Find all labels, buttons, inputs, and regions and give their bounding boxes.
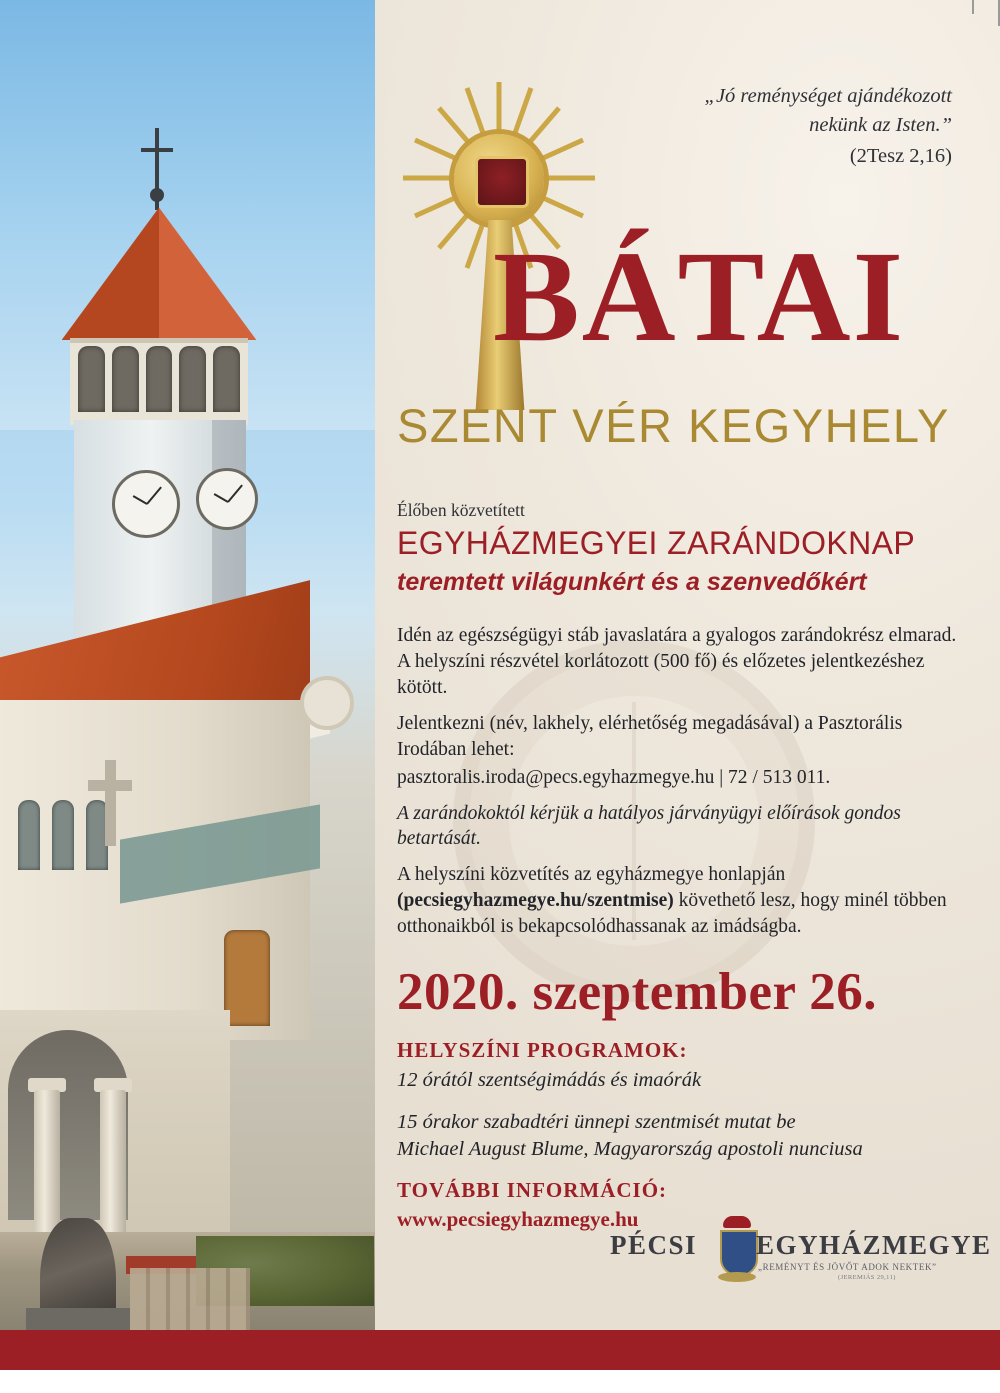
belfry-arcade <box>78 346 240 412</box>
belfry-arch <box>78 346 105 412</box>
livestream-text-b: követhető lesz, hogy minél többen otthonaikból is bekapcsolódhassanak az imádságba. <box>397 890 947 938</box>
program-heading: HELYSZÍNI PROGRAMOK: <box>397 1038 688 1063</box>
clock-hand <box>227 485 243 503</box>
scripture-quote <box>612 82 952 171</box>
crest-icon <box>714 1210 760 1288</box>
content-panel <box>375 0 1000 1330</box>
crest-shield <box>720 1230 758 1276</box>
belfry-arch <box>213 346 240 412</box>
tower-clock-icon <box>112 470 180 538</box>
quote-line-2: nekünk az Isten.” <box>809 114 952 137</box>
porch-column <box>100 1090 126 1240</box>
program-line-2a: 15 órakor szabadtéri ünnepi szentmisét mutat be <box>397 1110 796 1133</box>
crest-mitre <box>723 1216 751 1228</box>
event-kicker: Élőben közvetített <box>397 500 525 520</box>
event-motto: teremtett világunkért és a szenvedőkért <box>397 568 867 596</box>
info-url[interactable]: www.pecsiegyhazmegye.hu <box>397 1207 639 1232</box>
porch-column <box>34 1090 60 1240</box>
program-line-2 <box>397 1109 969 1164</box>
quote-line-1: „Jó reménységet ajándékozott <box>704 85 952 107</box>
belfry-arch <box>179 346 206 412</box>
statue-pedestal <box>26 1308 130 1330</box>
paragraph-participation: Idén az egészségügyi stáb javaslatára a gyalogos zarándokrész elmarad. A helyszíni részvétel korlátozott (500 fő) és előzetes jelentkezéshez kötött. <box>397 625 957 698</box>
clock-hand <box>214 493 229 503</box>
logo-text-right: EGYHÁZMEGYE <box>756 1230 992 1260</box>
tower-clock-icon <box>196 468 258 530</box>
logo-tagline: „REMÉNYT ÉS JÖVŐT ADOK NEKTEK” <box>758 1262 937 1272</box>
event-heading: EGYHÁZMEGYEI ZARÁNDOKNAP <box>397 525 916 561</box>
bottom-margin <box>0 1370 1000 1393</box>
crest-base <box>718 1272 756 1282</box>
livestream-text-a: A helyszíni közvetítés az egyházmegye honlapján <box>397 864 786 886</box>
nave-window <box>18 800 40 870</box>
event-date: 2020. szeptember 26. <box>397 963 878 1022</box>
tower-cross-icon <box>141 148 173 152</box>
clock-hand <box>146 487 162 505</box>
livestream-url: (pecsiegyhazmegye.hu/szentmise) <box>397 890 674 912</box>
paragraph-registration: Jelentkezni (név, lakhely, elérhetőség megadásával) a Pasztorális Irodában lehet: <box>397 712 903 760</box>
clock-hand <box>133 495 148 505</box>
diocese-logo <box>610 1208 992 1294</box>
side-window <box>224 930 270 1026</box>
quote-reference: (2Tesz 2,16) <box>849 145 952 168</box>
stone-cross-icon <box>88 760 132 846</box>
tower-roof <box>62 208 256 340</box>
logo-text-left: PÉCSI <box>610 1230 698 1260</box>
content-body <box>397 500 969 1232</box>
program-line-2b: Michael August Blume, Magyarország apostoli nunciusa <box>397 1138 863 1161</box>
church-photograph <box>0 0 375 1330</box>
paved-path <box>130 1268 250 1330</box>
paragraph-contact: pasztoralis.iroda@pecs.egyhazmegye.hu | 72 / 513 011. <box>397 766 831 788</box>
round-window <box>300 676 354 730</box>
crop-mark <box>972 0 974 14</box>
belfry-arch <box>146 346 173 412</box>
monstrance-lunette <box>475 156 529 208</box>
tower-finial-ball <box>150 188 164 202</box>
program-line-1: 12 órától szentségimádás és imaórák <box>397 1069 702 1092</box>
paragraph-livestream <box>397 862 969 940</box>
bottom-red-band <box>0 1330 1000 1370</box>
logo-tagline-reference: (JEREMIÁS 29,11) <box>838 1274 896 1281</box>
page-title: BÁTAI <box>493 225 906 369</box>
paragraph-hygiene: A zarándokoktól kérjük a hatályos járványügyi előírások gondos betartását. <box>397 802 901 850</box>
nave-window <box>52 800 74 870</box>
info-heading: TOVÁBBI INFORMÁCIÓ: <box>397 1178 668 1203</box>
belfry-arch <box>112 346 139 412</box>
page-subtitle: SZENT VÉR KEGYHELY <box>397 399 950 452</box>
